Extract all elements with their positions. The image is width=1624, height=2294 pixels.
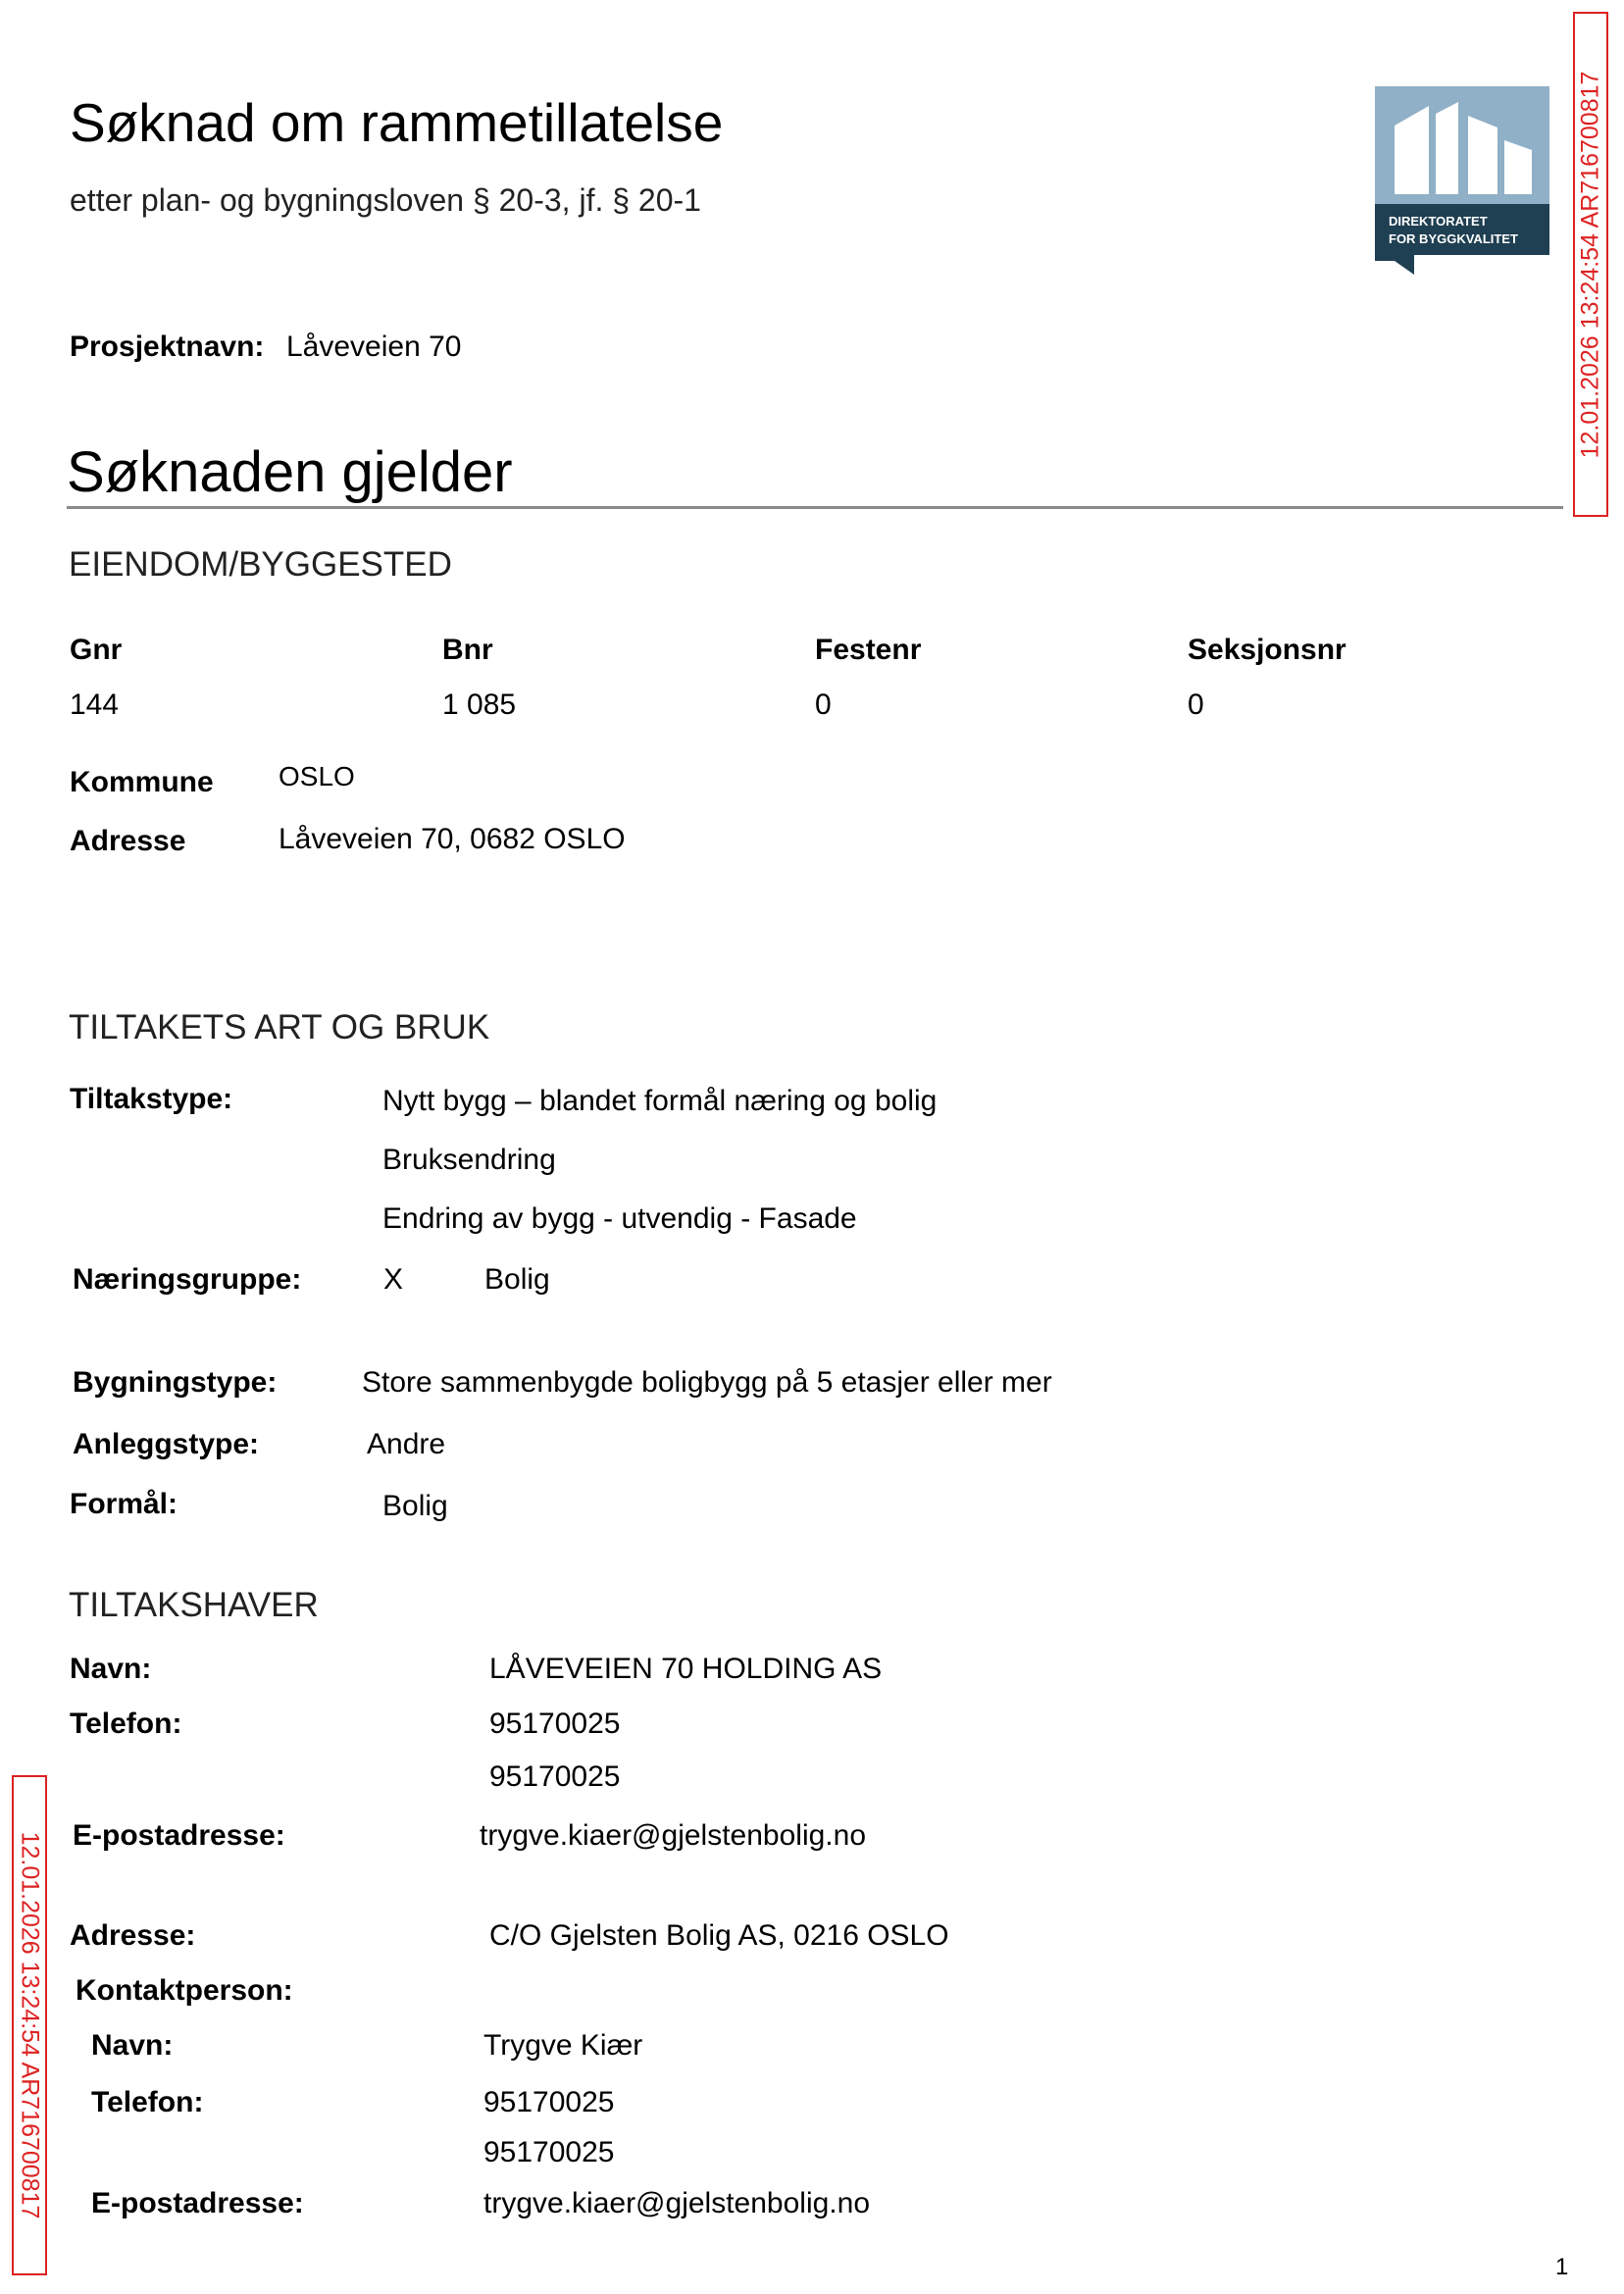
bygningstype-value: Store sammenbygde boligbygg på 5 etasjer eller mer [362, 1366, 1052, 1399]
property-heading: EIENDOM/BYGGESTED [69, 545, 452, 584]
bnr-label: Bnr [442, 634, 493, 666]
anleggstype-label: Anleggstype: [73, 1428, 260, 1460]
kontakt-telefon-value: 95170025 [483, 2136, 615, 2168]
applicant-telefon-label: Telefon: [70, 1708, 182, 1740]
page-number: 1 [1555, 2254, 1569, 2280]
measure-heading: TILTAKETS ART OG BRUK [69, 1008, 490, 1046]
applicant-telefon-value: 95170025 [489, 1708, 621, 1740]
naeringsgruppe-label: Næringsgruppe: [73, 1263, 302, 1296]
document-subtitle: etter plan- og bygningsloven § 20-3, jf. § 20-1 [70, 182, 701, 218]
section-divider [67, 506, 1563, 509]
applicant-navn-value: LÅVEVEIEN 70 HOLDING AS [489, 1653, 883, 1685]
section-title: Søknaden gjelder [67, 440, 513, 504]
bygningstype-label: Bygningstype: [73, 1366, 278, 1399]
formal-value: Bolig [382, 1490, 448, 1522]
applicant-adresse-label: Adresse: [70, 1919, 196, 1952]
kontakt-navn-label: Navn: [91, 2029, 174, 2062]
timestamp-stamp-left [12, 1775, 47, 2275]
timestamp-stamp-top [1573, 12, 1608, 517]
anleggstype-value: Andre [367, 1428, 446, 1460]
stamp-text: 12.01.2026 13:24:54 AR716700817 [1576, 71, 1604, 458]
gnr-label: Gnr [70, 634, 123, 666]
tiltakstype-item: Nytt bygg – blandet formål næring og bolig [382, 1085, 938, 1117]
formal-label: Formål: [70, 1488, 178, 1520]
kontakt-telefon-label: Telefon: [91, 2086, 204, 2118]
kommune-label: Kommune [70, 766, 214, 798]
project-label: Prosjektnavn: [70, 331, 265, 363]
festenr-label: Festenr [815, 634, 922, 666]
adresse-label: Adresse [70, 825, 186, 857]
tiltakstype-item: Bruksendring [382, 1144, 556, 1176]
applicant-navn-label: Navn: [70, 1653, 152, 1685]
tiltakstype-label: Tiltakstype: [70, 1083, 233, 1115]
festenr-value: 0 [815, 688, 832, 721]
logo-text-line2: FOR BYGGKVALITET [1389, 231, 1518, 246]
applicant-epost-value: trygve.kiaer@gjelstenbolig.no [480, 1819, 866, 1852]
kontakt-epost-value: trygve.kiaer@gjelstenbolig.no [483, 2187, 870, 2219]
kontaktperson-label: Kontaktperson: [76, 1974, 293, 2007]
applicant-adresse-value: C/O Gjelsten Bolig AS, 0216 OSLO [489, 1919, 949, 1952]
kontakt-epost-label: E-postadresse: [91, 2187, 304, 2219]
applicant-telefon-value: 95170025 [489, 1760, 621, 1793]
seksjonsnr-value: 0 [1188, 688, 1204, 721]
seksjonsnr-label: Seksjonsnr [1188, 634, 1346, 666]
naeringsgruppe-code: X [383, 1263, 404, 1296]
bnr-value: 1 085 [442, 688, 517, 721]
kontakt-navn-value: Trygve Kiær [483, 2029, 643, 2062]
kommune-value: OSLO [279, 761, 355, 791]
dibk-logo [1375, 86, 1549, 275]
tiltakstype-item: Endring av bygg - utvendig - Fasade [382, 1202, 857, 1235]
adresse-value: Låveveien 70, 0682 OSLO [279, 823, 626, 855]
applicant-epost-label: E-postadresse: [73, 1819, 285, 1852]
project-value: Låveveien 70 [286, 331, 462, 363]
document-title: Søknad om rammetillatelse [70, 92, 724, 153]
naeringsgruppe-value: Bolig [484, 1263, 550, 1296]
applicant-heading: TILTAKSHAVER [69, 1586, 319, 1624]
logo-text-line1: DIREKTORATET [1389, 214, 1488, 229]
gnr-value: 144 [70, 688, 120, 721]
stamp-text: 12.01.2026 13:24:54 AR716700817 [16, 1831, 44, 2219]
kontakt-telefon-value: 95170025 [483, 2086, 615, 2118]
